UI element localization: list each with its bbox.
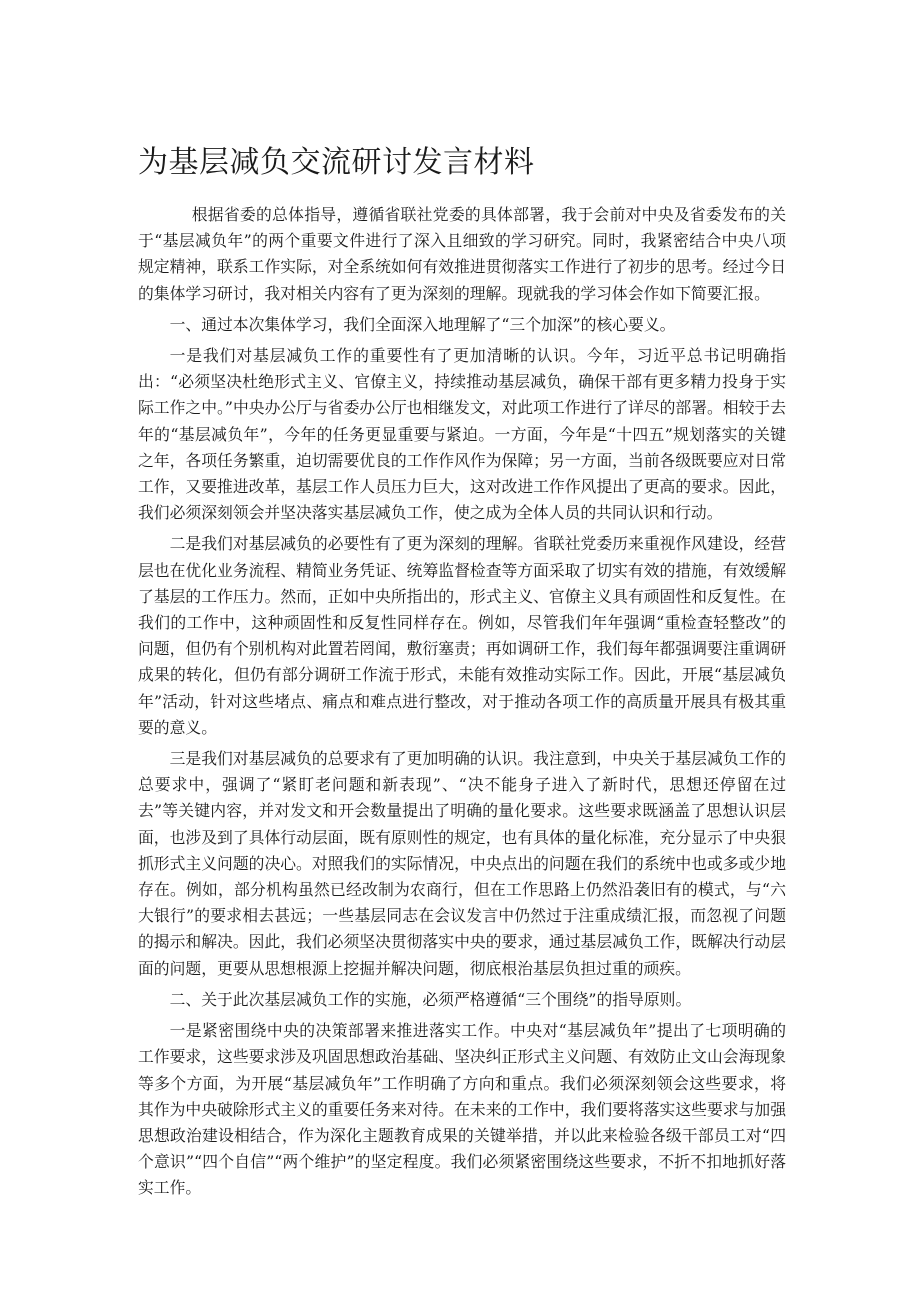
paragraph-importance: 一是我们对基层减负工作的重要性有了更加清晰的认识。今年，习近平总书记明确指出：“必须坚决杜绝形式主义、官僚主义，持续推动基层减负，确保干部有更多精力投身于实际工作之中。”中央办公厅与省委办公厅也相继发文，对此项工作进行了详尽的部署。相较于去年的“基层减负年”，今年的任务更显重要与紧迫。一方面，今年是“十四五”规划落实的关键之年，各项任务繁重，迫切需要优良的工作作风作为保障；另一方面，当前各级既要应对日常工作，又要推进改革，基层工作人员压力巨大，这对改进工作作风提出了更高的要求。因此，我们必须深刻领会并坚决落实基层减负工作，使之成为全体人员的共同认识和行动。 <box>138 346 786 523</box>
section-heading-1: 一、通过本次集体学习，我们全面深入地理解了“三个加深”的核心要义。 <box>169 314 676 334</box>
paragraph-central-deployment: 一是紧密围绕中央的决策部署来推进落实工作。中央对“基层减负年”提出了七项明确的工作要求，这些要求涉及巩固思想政治基础、坚决纠正形式主义问题、有效防止文山会海现象等多个方面，为开展“基层减负年”工作明确了方向和重点。我们必须深刻领会这些要求，将其作为中央破除形式主义的重要任务来对待。在未来的工作中，我们要将落实这些要求与加强思想政治建设相结合，作为深化主题教育成果的关键举措，并以此来检验各级干部员工对“四个意识”“四个自信”“两个维护”的坚定程度。我们必须紧密围绕这些要求，不折不扣地抓好落实工作。 <box>138 1021 786 1198</box>
paragraph-requirements: 三是我们对基层减负的总要求有了更加明确的认识。我注意到，中央关于基层减负工作的总要求中，强调了“紧盯老问题和新表现”、“决不能身子进入了新时代，思想还停留在过去”等关键内容，并对发文和开会数量提出了明确的量化要求。这些要求既涵盖了思想认识层面，也涉及到了具体行动层面，既有原则性的规定，也有具体的量化标准，充分显示了中央狠抓形式主义问题的决心。对照我们的实际情况，中央点出的问题在我们的系统中也或多或少地存在。例如，部分机构虽然已经改制为农商行，但在工作思路上仍然沿袭旧有的模式，与“六大银行”的要求相去甚远；一些基层同志在会议发言中仍然过于注重成绩汇报，而忽视了问题的揭示和解决。因此，我们必须坚决贯彻落实中央的要求，通过基层减负工作，既解决行动层面的问题，更要从思想根源上挖掘并解决问题，彻底根治基层负担过重的顽疾。 <box>138 749 786 978</box>
document-title: 为基层减负交流研讨发言材料 <box>138 145 535 180</box>
paragraph-necessity: 二是我们对基层减负的必要性有了更为深刻的理解。省联社党委历来重视作风建设，经营层也在优化业务流程、精简业务凭证、统筹监督检查等方面采取了切实有效的措施，有效缓解了基层的工作压力。然而，正如中央所指出的，形式主义、官僚主义具有顽固性和反复性。在我们的工作中，这种顽固性和反复性同样存在。例如，尽管我们年年强调“重检查轻整改”的问题，但仍有个别机构对此置若罔闻，敷衍塞责；再如调研工作，我们每年都强调要注重调研成果的转化，但仍有部分调研工作流于形式，未能有效推动实际工作。因此，开展“基层减负年”活动，针对这些堵点、痛点和难点进行整改，对于推动各项工作的高质量开展具有极其重要的意义。 <box>138 534 786 737</box>
section-heading-2: 二、关于此次基层减负工作的实施，必须严格遵循“三个围绕”的指导原则。 <box>169 989 692 1009</box>
intro-paragraph: 根据省委的总体指导，遵循省联社党委的具体部署，我于会前对中央及省委发布的关于“基层减负年”的两个重要文件进行了深入且细致的学习研究。同时，我紧密结合中央八项规定精神，联系工作实际，对全系统如何有效推进贯彻落实工作进行了初步的思考。经过今日的集体学习研讨，我对相关内容有了更为深刻的理解。现就我的学习体会作如下简要汇报。 <box>138 205 786 303</box>
document-page <box>138 140 786 1207</box>
